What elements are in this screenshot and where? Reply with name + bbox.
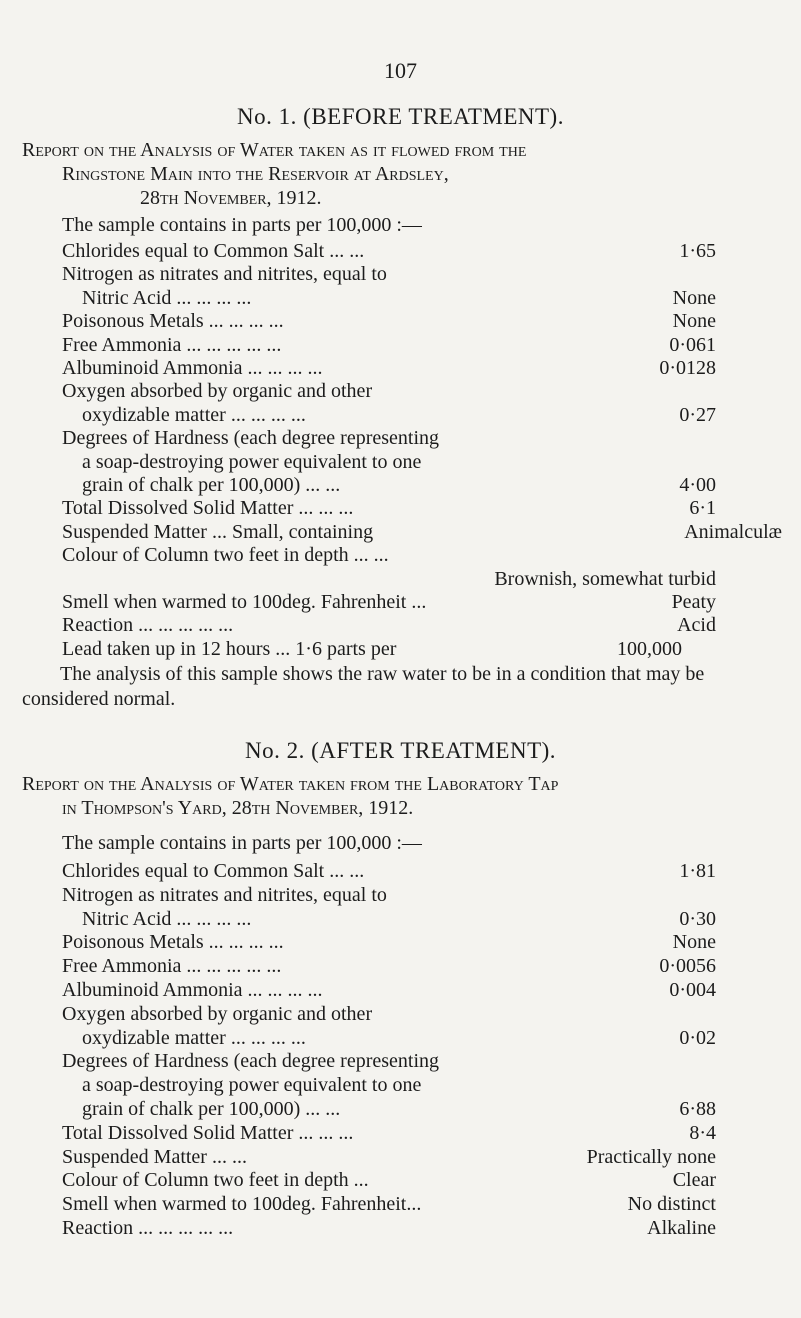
row-label: Colour of Column two feet in depth ... ...: [62, 544, 389, 567]
table-row: [62, 334, 716, 358]
row-value: 0·0056: [659, 955, 716, 978]
row-value: 0·27: [679, 403, 716, 426]
table-row: [62, 955, 716, 979]
row-label: Total Dissolved Solid Matter ... ... ...: [62, 497, 354, 520]
row-value: Acid: [677, 614, 716, 637]
table-row: [62, 521, 782, 545]
section1-report-line2: Ringstone Main into the Reservoir at Ardsley,: [62, 163, 449, 185]
row-label: Albuminoid Ammonia ... ... ... ...: [62, 357, 323, 379]
row-value: Practically none: [586, 1145, 716, 1168]
table-row: [62, 1003, 716, 1027]
row-value: 0·0128: [659, 357, 716, 379]
row-value: 6·1: [689, 497, 716, 520]
row-label: Reaction ... ... ... ... ...: [62, 1217, 234, 1239]
section1-report-line3: 28th November, 1912.: [140, 187, 322, 209]
page-number: 107: [384, 58, 417, 83]
section2-report-title: [22, 772, 792, 820]
row-label: Lead taken up in 12 hours ... 1·6 parts per: [62, 637, 397, 660]
table-row: [62, 310, 716, 334]
row-label: Suspended Matter ... ...: [62, 1145, 247, 1168]
section1-heading: No. 1. (BEFORE TREATMENT).: [237, 104, 564, 129]
row-label: Free Ammonia ... ... ... ... ...: [62, 333, 282, 356]
table-row: [62, 568, 716, 592]
table-row: [82, 1027, 716, 1051]
row-value: Brownish, somewhat turbid: [494, 567, 716, 590]
row-label: Degrees of Hardness (each degree representing: [62, 1050, 440, 1073]
row-value: 6·88: [679, 1098, 716, 1120]
row-value: Clear: [672, 1169, 716, 1192]
row-label: Oxygen absorbed by organic and other: [62, 1002, 373, 1025]
table-row: [82, 474, 716, 498]
table-row: [62, 357, 716, 381]
row-label: Free Ammonia ... ... ... ... ...: [62, 955, 282, 978]
row-label: grain of chalk per 100,000) ... ...: [82, 1098, 341, 1120]
row-value: 0·30: [679, 907, 716, 930]
row-value: None: [672, 931, 716, 954]
table-row: [62, 1146, 716, 1170]
section2-report-line1: Report on the Analysis of Water taken from the Laboratory Tap: [22, 773, 559, 795]
row-value: 1·65: [679, 240, 716, 262]
section2-intro: The sample contains in parts per 100,000 :—: [62, 832, 422, 854]
table-row: [62, 638, 682, 662]
row-value: None: [672, 286, 716, 309]
row-value: 100,000: [617, 637, 682, 660]
section1-intro: The sample contains in parts per 100,000 :—: [62, 214, 422, 236]
row-value: 0·004: [669, 979, 716, 1001]
table-row: [62, 544, 716, 568]
row-label: Degrees of Hardness (each degree representing: [62, 427, 440, 450]
table-row: [62, 1050, 716, 1074]
table-row: [82, 1098, 716, 1122]
row-label: Chlorides equal to Common Salt ... ...: [62, 860, 365, 882]
row-label: Colour of Column two feet in depth ...: [62, 1169, 369, 1192]
row-label: Nitric Acid ... ... ... ...: [82, 907, 252, 930]
row-value: 8·4: [689, 1121, 716, 1144]
row-label: a soap-destroying power equivalent to one: [82, 450, 422, 473]
row-label: a soap-destroying power equivalent to one: [82, 1074, 422, 1097]
table-row: [62, 1193, 716, 1217]
section2-heading: No. 2. (AFTER TREATMENT).: [244, 738, 557, 763]
row-value: 4·00: [679, 474, 716, 496]
row-label: Poisonous Metals ... ... ... ...: [62, 931, 284, 954]
row-label: Suspended Matter ... Small, containing: [62, 520, 374, 543]
table-row: [62, 1217, 716, 1241]
table-row: [62, 591, 716, 615]
row-value: Animalculæ: [684, 520, 782, 543]
row-label: Reaction ... ... ... ... ...: [62, 614, 234, 637]
row-label: Nitrogen as nitrates and nitrites, equal to: [62, 263, 387, 286]
row-value: 1·81: [679, 860, 716, 882]
table-row: [62, 427, 716, 451]
table-row: [62, 860, 716, 884]
table-row: [82, 451, 716, 475]
section1-report-line1: Report on the Analysis of Water taken as it flowed from the: [22, 139, 527, 161]
row-label: Smell when warmed to 100deg. Fahrenheit ...: [62, 591, 427, 613]
section2-report-line2: in Thompson's Yard, 28th November, 1912.: [62, 797, 414, 819]
table-row: [82, 1074, 716, 1098]
table-row: [62, 884, 716, 908]
table-row: [62, 497, 716, 521]
row-label: oxydizable matter ... ... ... ...: [82, 1026, 306, 1049]
table-row: [62, 263, 716, 287]
row-label: Nitrogen as nitrates and nitrites, equal to: [62, 883, 387, 906]
row-label: Chlorides equal to Common Salt ... ...: [62, 240, 365, 262]
table-row: [62, 380, 716, 404]
row-label: oxydizable matter ... ... ... ...: [82, 403, 306, 426]
row-label: Poisonous Metals ... ... ... ...: [62, 310, 284, 333]
section1-report-title: [22, 138, 792, 210]
table-row: [82, 287, 716, 311]
table-row: [62, 1122, 716, 1146]
row-label: Nitric Acid ... ... ... ...: [82, 286, 252, 309]
table-row: [82, 908, 716, 932]
row-value: No distinct: [627, 1193, 716, 1216]
row-value: Peaty: [671, 591, 716, 613]
row-label: grain of chalk per 100,000) ... ...: [82, 474, 341, 496]
row-label: Smell when warmed to 100deg. Fahrenheit...: [62, 1193, 422, 1216]
table-row: [62, 979, 716, 1003]
table-row: [62, 1169, 716, 1193]
table-row: [62, 240, 716, 264]
table-row: [62, 614, 716, 638]
table-row: [82, 404, 716, 428]
section1-conclusion: The analysis of this sample shows the raw water to be in a condition that may be considered normal.: [22, 663, 705, 710]
row-value: 0·061: [669, 333, 716, 356]
row-value: None: [672, 310, 716, 333]
row-value: Alkaline: [647, 1217, 716, 1239]
row-label: Oxygen absorbed by organic and other: [62, 380, 373, 403]
row-label: Albuminoid Ammonia ... ... ... ...: [62, 979, 323, 1001]
row-value: 0·02: [679, 1026, 716, 1049]
table-row: [62, 931, 716, 955]
row-label: Total Dissolved Solid Matter ... ... ...: [62, 1121, 354, 1144]
